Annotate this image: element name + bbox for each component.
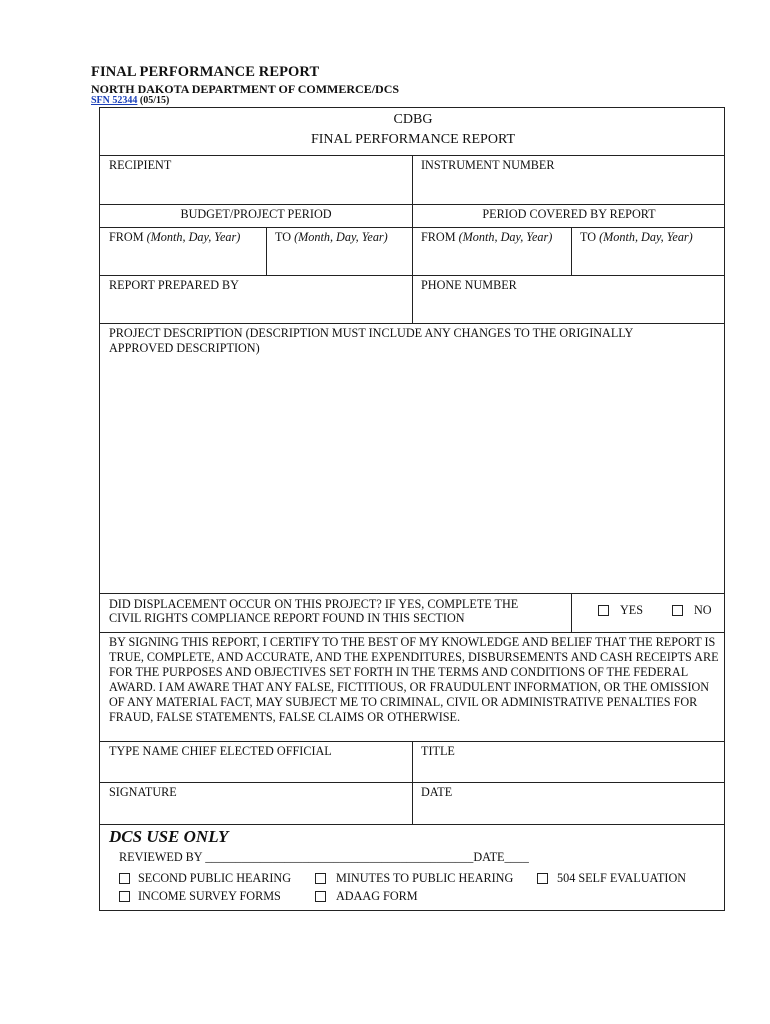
yes-checkbox[interactable]	[598, 605, 609, 616]
date-label: DATE	[421, 785, 453, 799]
official-name-label: TYPE NAME CHIEF ELECTED OFFICIAL	[109, 744, 332, 758]
recipient-label: RECIPIENT	[109, 158, 172, 172]
certification-text: BY SIGNING THIS REPORT, I CERTIFY TO THE BEST OF MY KNOWLEDGE AND BELIEF THAT THE REPORT IS TRUE, COMPLETE, AND ACCURATE, AND THE EXPENDITURES, DISBURSEMENTS AND CASH RECEIPTS ARE FOR THE PURPOSES AND OBJECTIVES SET FORTH IN THE TERMS AND CONDITIONS OF THE FEDERAL AWARD. I AM AWARE THAT ANY FALSE, FICTITIOUS, OR FRAUDULENT INFORMATION, OR THE OMISSION OF ANY MATERIAL FACT, MAY SUBJECT ME TO CRIMINAL, CIVIL OR ADMINISTRATIVE PENALTIES FOR FRAUD, FALSE STATEMENTS, FALSE CLAIMS OR OTHERWISE.	[109, 635, 719, 724]
displacement-question-cont: CIVIL RIGHTS COMPLIANCE REPORT FOUND IN THIS SECTION	[109, 611, 465, 625]
report-form	[99, 107, 725, 911]
prepared-by-label: REPORT PREPARED BY	[109, 278, 239, 292]
budget-to-label: TO (Month, Day, Year)	[275, 230, 388, 244]
department-name: NORTH DAKOTA DEPARTMENT OF COMMERCE/DCS	[91, 82, 400, 96]
second-hearing-label: SECOND PUBLIC HEARING	[138, 871, 292, 885]
income-survey-checkbox[interactable]	[119, 891, 130, 902]
budget-from-label: FROM (Month, Day, Year)	[109, 230, 241, 244]
displacement-question: DID DISPLACEMENT OCCUR ON THIS PROJECT? IF YES, COMPLETE THE	[109, 597, 519, 611]
signature-label: SIGNATURE	[109, 785, 177, 799]
budget-period-label: BUDGET/PROJECT PERIOD	[180, 207, 332, 221]
title-label: TITLE	[421, 744, 455, 758]
self-evaluation-label: 504 SELF EVALUATION	[557, 871, 687, 885]
no-label: NO	[694, 603, 712, 617]
phone-number-label: PHONE NUMBER	[421, 278, 517, 292]
sfn-link[interactable]: SFN 52344	[91, 95, 138, 106]
yes-label: YES	[620, 603, 644, 617]
covered-to-label: TO (Month, Day, Year)	[580, 230, 693, 244]
self-evaluation-checkbox[interactable]	[537, 873, 548, 884]
sfn-date: (05/15)	[139, 95, 170, 106]
period-covered-label: PERIOD COVERED BY REPORT	[482, 207, 656, 221]
adaag-label: ADAAG FORM	[336, 889, 418, 903]
project-description-label-cont: APPROVED DESCRIPTION)	[109, 341, 260, 355]
second-hearing-checkbox[interactable]	[119, 873, 130, 884]
dcs-use-only-title: DCS USE ONLY	[109, 827, 229, 846]
page-title: FINAL PERFORMANCE REPORT	[91, 64, 320, 80]
instrument-number-label: INSTRUMENT NUMBER	[421, 158, 555, 172]
form-title: FINAL PERFORMANCE REPORT	[310, 132, 515, 147]
no-checkbox[interactable]	[672, 605, 683, 616]
project-description-label: PROJECT DESCRIPTION (DESCRIPTION MUST INCLUDE ANY CHANGES TO THE ORIGINALLY	[109, 326, 634, 340]
adaag-checkbox[interactable]	[315, 891, 326, 902]
covered-from-label: FROM (Month, Day, Year)	[421, 230, 553, 244]
form-number	[91, 95, 169, 106]
reviewed-by-line: REVIEWED BY ____________________________________________DATE____	[119, 850, 529, 864]
minutes-label: MINUTES TO PUBLIC HEARING	[336, 871, 514, 885]
minutes-checkbox[interactable]	[315, 873, 326, 884]
income-survey-label: INCOME SURVEY FORMS	[138, 889, 281, 903]
program-name: CDBG	[393, 112, 433, 127]
